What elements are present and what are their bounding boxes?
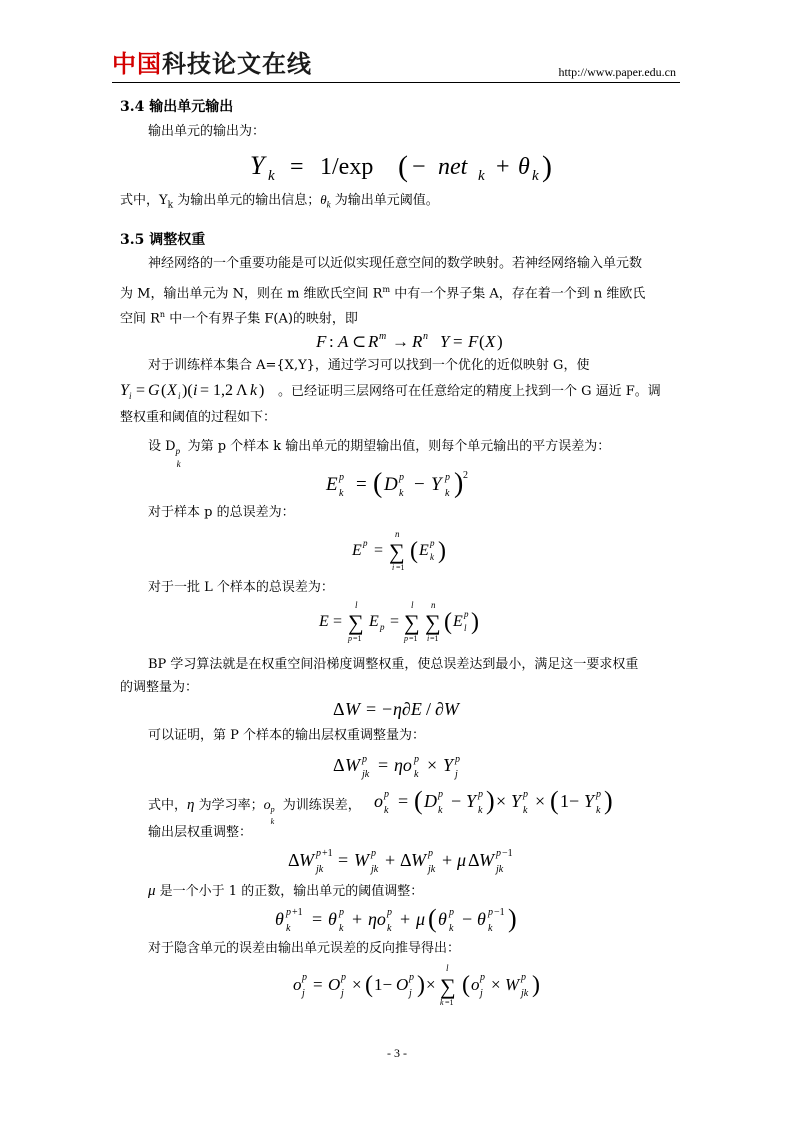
svg-text:i: i xyxy=(392,563,395,572)
svg-text:θ: θ xyxy=(438,909,447,929)
logo-red-text: 中国 xyxy=(112,50,162,78)
svg-text:−: − xyxy=(414,474,425,495)
svg-text:+1: +1 xyxy=(292,907,303,918)
svg-text:p: p xyxy=(380,622,385,632)
svg-text:p: p xyxy=(428,848,433,859)
svg-text:j: j xyxy=(409,988,412,999)
svg-text:→: → xyxy=(392,332,409,351)
svg-text:p: p xyxy=(387,907,392,918)
sec34-explanation: 式中，$Y_k$ 为输出单元的输出信息；$\theta_k$ 为输出单元阈值。 xyxy=(120,192,439,211)
svg-text:k: k xyxy=(445,488,450,499)
svg-text:O: O xyxy=(328,975,341,994)
svg-text:m: m xyxy=(379,331,387,342)
svg-text:k: k xyxy=(387,923,392,934)
section-3-5-heading: 3.5 调整权重 xyxy=(120,232,206,248)
svg-text:k: k xyxy=(430,552,434,562)
svg-text:E: E xyxy=(326,474,338,495)
svg-text:o: o xyxy=(471,975,480,994)
svg-text:p: p xyxy=(523,789,528,800)
sec35-p2-line3: 整权重和阈值的过程如下： xyxy=(120,410,277,425)
svg-text:i: i xyxy=(427,634,430,643)
svg-text:μ: μ xyxy=(416,909,426,929)
svg-text:p: p xyxy=(302,972,307,983)
header-rule xyxy=(112,82,680,83)
equation-training-error xyxy=(372,784,632,818)
svg-text:W: W xyxy=(411,850,426,870)
svg-text:k: k xyxy=(478,805,483,816)
svg-text:jk: jk xyxy=(428,864,436,875)
svg-text:p: p xyxy=(339,472,344,483)
equation-delta-w xyxy=(0,697,794,721)
svg-text:l: l xyxy=(355,600,358,610)
svg-text:): ) xyxy=(486,786,495,815)
svg-text:W: W xyxy=(299,850,314,870)
svg-text:=: = xyxy=(390,613,400,630)
svg-text:p: p xyxy=(438,789,443,800)
svg-text:D: D xyxy=(424,791,437,811)
svg-text:(: ( xyxy=(479,332,485,351)
svg-text:k: k xyxy=(440,998,444,1007)
svg-text:E: E xyxy=(369,613,379,630)
svg-text:jk: jk xyxy=(521,988,529,999)
svg-text:i: i xyxy=(178,391,181,401)
svg-text:k: k xyxy=(414,769,419,780)
svg-text:=: = xyxy=(453,332,463,351)
sec35-p5: 对于一批 L 个样本的总误差为： xyxy=(148,580,334,595)
svg-text:p: p xyxy=(409,972,414,983)
svg-text:Δ: Δ xyxy=(288,850,300,870)
svg-text:G: G xyxy=(148,382,160,399)
svg-text:k: k xyxy=(268,168,275,184)
svg-text:p: p xyxy=(371,848,376,859)
sec35-p7: 可以证明，第 P 个样本的输出层权重调整量为： xyxy=(148,728,426,743)
explain-y: 式中，Y xyxy=(120,193,168,208)
svg-text:): ) xyxy=(532,972,540,998)
svg-text:=: = xyxy=(136,382,146,399)
svg-text:k: k xyxy=(339,923,344,934)
svg-text:Y: Y xyxy=(440,332,450,351)
svg-text:p: p xyxy=(414,754,419,765)
svg-text:R: R xyxy=(368,332,379,351)
sec35-p10: μ 是一个小于 1 的正数，输出单元的阈值调整： xyxy=(148,883,424,899)
svg-text:−1: −1 xyxy=(494,907,505,918)
svg-text:−: − xyxy=(382,699,393,719)
sec35-p1-line2: 为 M，输出单元为 N，则在 m 维欧氏空间 $R^m$ 中有一个界子集 A，存在着一个到 n 维欧氏 xyxy=(120,285,646,302)
section-3-4-heading: 3.4 输出单元输出 xyxy=(120,99,234,115)
sec35-p4: 对于样本 p 的总误差为： xyxy=(148,505,295,520)
svg-text:k: k xyxy=(532,168,539,184)
svg-text:p: p xyxy=(316,848,321,859)
svg-text:Y: Y xyxy=(431,474,442,495)
svg-text:=: = xyxy=(290,154,304,180)
svg-text:Y: Y xyxy=(584,791,595,811)
svg-text:j: j xyxy=(480,988,483,999)
svg-text:): ) xyxy=(417,972,425,998)
svg-text:−: − xyxy=(462,909,473,929)
svg-text:i: i xyxy=(193,382,198,399)
svg-text:θ: θ xyxy=(328,909,337,929)
svg-text:∑: ∑ xyxy=(389,539,405,564)
svg-text:=: = xyxy=(313,975,323,994)
svg-text:)(: )( xyxy=(182,382,193,399)
header-url[interactable]: http://www.paper.edu.cn xyxy=(558,65,676,79)
svg-text:ηo: ηo xyxy=(394,755,412,775)
equation-squared-error xyxy=(0,466,794,502)
svg-text:Y: Y xyxy=(250,151,265,180)
explain-k-sub: k xyxy=(167,200,174,211)
svg-text:p: p xyxy=(455,754,460,765)
p1-line3-a: 空间 R xyxy=(120,311,160,327)
p8-a: 式中， xyxy=(148,798,188,813)
svg-text:p: p xyxy=(399,472,404,483)
equation-output-activation xyxy=(0,144,794,184)
svg-text:p: p xyxy=(480,972,485,983)
svg-text:n: n xyxy=(423,331,428,342)
svg-text:W: W xyxy=(354,850,369,870)
svg-text:=1: =1 xyxy=(409,634,418,643)
svg-text:jk: jk xyxy=(496,864,504,875)
svg-text:×: × xyxy=(427,755,438,775)
svg-text:+: + xyxy=(442,850,453,870)
svg-text:k: k xyxy=(478,168,485,184)
sec35-p6-line1: BP 学习算法就是在权重空间沿梯度调整权重，使总误差达到最小，满足这一要求权重 xyxy=(148,657,639,672)
svg-text:jk: jk xyxy=(371,864,379,875)
site-logo xyxy=(112,50,312,78)
svg-text:p: p xyxy=(341,972,346,983)
svg-text:p: p xyxy=(384,789,389,800)
svg-text:l: l xyxy=(464,623,467,633)
svg-text:∑: ∑ xyxy=(404,610,420,635)
svg-text:1−: 1− xyxy=(560,791,580,811)
sec34-intro: 输出单元的输出为： xyxy=(148,124,266,139)
svg-text:): ) xyxy=(454,468,464,499)
svg-text:A: A xyxy=(338,332,349,351)
svg-text:θ: θ xyxy=(477,909,486,929)
svg-text:k: k xyxy=(449,923,454,934)
svg-text:X: X xyxy=(485,332,496,351)
p8-b: 为学习率； xyxy=(198,798,264,813)
svg-text:(: ( xyxy=(550,786,559,815)
svg-text:i: i xyxy=(129,391,132,401)
svg-text:+: + xyxy=(352,909,363,929)
svg-text:k: k xyxy=(339,488,344,499)
svg-text:W: W xyxy=(345,755,360,775)
svg-text:): ) xyxy=(471,609,479,635)
svg-text:1−: 1− xyxy=(374,975,393,994)
svg-text:): ) xyxy=(497,332,503,351)
svg-text:∂W: ∂W xyxy=(435,699,459,719)
svg-text:): ) xyxy=(508,904,517,933)
svg-text:=1: =1 xyxy=(396,563,405,572)
equation-yi-gxi xyxy=(118,379,278,401)
svg-text:Y: Y xyxy=(443,755,454,775)
logo-black-text: 科技论文在线 xyxy=(162,50,312,78)
svg-text:O: O xyxy=(396,975,409,994)
equation-total-error-batch xyxy=(0,598,794,646)
svg-text:n: n xyxy=(395,529,400,539)
svg-text:∑: ∑ xyxy=(425,610,441,635)
svg-text:−: − xyxy=(451,791,462,811)
explain-output-info: 为输出单元的输出信息； xyxy=(177,193,321,208)
svg-text:(: ( xyxy=(410,538,418,564)
svg-text:k: k xyxy=(286,923,291,934)
svg-text:⊂: ⊂ xyxy=(352,332,367,351)
svg-text:p: p xyxy=(348,634,352,643)
svg-text:jk: jk xyxy=(362,769,370,780)
sec35-p2-line1: 对于训练样本集合 A={X,Y}，通过学习可以找到一个优化的近似映射 G，使 xyxy=(148,358,590,373)
svg-text:(: ( xyxy=(161,382,167,399)
svg-text:Δ: Δ xyxy=(468,850,480,870)
svg-text:): ) xyxy=(604,786,613,815)
svg-text:k: k xyxy=(399,488,404,499)
svg-text:j: j xyxy=(302,988,305,999)
equation-mapping xyxy=(0,328,794,354)
svg-text:p: p xyxy=(478,789,483,800)
svg-text:l: l xyxy=(411,600,414,610)
svg-text:×: × xyxy=(426,975,436,994)
svg-text:/: / xyxy=(426,699,432,719)
svg-text:j: j xyxy=(341,988,344,999)
svg-text:(: ( xyxy=(365,972,373,998)
svg-text:∑: ∑ xyxy=(440,974,456,999)
page-number: - 3 - xyxy=(387,1046,407,1060)
svg-text:p: p xyxy=(449,907,454,918)
sec35-p1-line1: 神经网络的一个重要功能是可以近似实现任意空间的数学映射。若神经网络输入单元数 xyxy=(148,256,643,271)
svg-text:θ: θ xyxy=(518,154,530,180)
equation-total-error-p xyxy=(0,528,794,574)
svg-text:=: = xyxy=(312,909,323,929)
p1-line3-b: 中一个有界子集 F(A)的映射，即 xyxy=(169,311,358,327)
svg-text:Δ: Δ xyxy=(333,755,345,775)
svg-text:1/exp: 1/exp xyxy=(320,154,374,180)
sec35-p1-line3: 空间 $R^n$ 中一个有界子集 F(A)的映射，即 xyxy=(120,310,358,327)
svg-text:W: W xyxy=(479,850,494,870)
p3-rest: 为第 p 个样本 k 输出单元的期望输出值，则每个单元输出的平方误差为： xyxy=(187,439,611,454)
svg-text:p: p xyxy=(464,609,469,619)
svg-text:F: F xyxy=(316,332,327,351)
svg-text:Y: Y xyxy=(511,791,522,811)
svg-text:k: k xyxy=(523,805,528,816)
svg-text:o: o xyxy=(293,975,302,994)
svg-text:E: E xyxy=(319,613,329,630)
svg-text:p: p xyxy=(496,848,501,859)
svg-text:k: k xyxy=(384,805,389,816)
svg-text:=: = xyxy=(374,542,384,559)
svg-text:jk: jk xyxy=(316,864,324,875)
svg-text:(: ( xyxy=(462,972,470,998)
svg-text:n: n xyxy=(431,600,436,610)
svg-text:μ: μ xyxy=(457,850,467,870)
equation-output-weight-delta xyxy=(0,750,794,782)
svg-text:j: j xyxy=(455,769,458,780)
svg-text:+: + xyxy=(496,154,510,180)
p1-line2-b: 中有一个界子集 A，存在着一个到 n 维欧氏 xyxy=(394,286,646,302)
svg-text:(: ( xyxy=(373,468,383,499)
svg-text:p: p xyxy=(430,538,435,548)
svg-text:k: k xyxy=(250,382,258,399)
svg-text:p: p xyxy=(339,907,344,918)
svg-text:p: p xyxy=(521,972,526,983)
svg-text:E: E xyxy=(419,542,429,559)
svg-text:p: p xyxy=(362,754,367,765)
svg-text:net: net xyxy=(438,154,468,180)
svg-text:=1: =1 xyxy=(430,634,439,643)
svg-text:−: − xyxy=(412,154,426,180)
svg-text:=: = xyxy=(333,613,343,630)
svg-text:k: k xyxy=(596,805,601,816)
svg-text:(: ( xyxy=(398,150,408,183)
svg-text:D: D xyxy=(384,474,398,495)
explain-threshold: 为输出单元阈值。 xyxy=(334,193,439,208)
svg-text:Δ: Δ xyxy=(333,699,345,719)
svg-text:F: F xyxy=(468,332,479,351)
svg-text:p: p xyxy=(445,472,450,483)
svg-text:p: p xyxy=(596,789,601,800)
svg-text:=: = xyxy=(398,791,409,811)
sec35-p9: 输出层权重调整： xyxy=(148,825,253,840)
svg-text:k: k xyxy=(488,923,493,934)
svg-text:+1: +1 xyxy=(322,848,333,859)
svg-text:p: p xyxy=(488,907,493,918)
svg-text:p: p xyxy=(363,538,368,548)
equation-hidden-error xyxy=(0,960,794,1010)
svg-text:×: × xyxy=(352,975,362,994)
svg-text:ηo: ηo xyxy=(368,909,386,929)
svg-text:E: E xyxy=(453,613,463,630)
sec35-p8: 式中，η 为学习率；o p k 为训练误差， xyxy=(148,797,361,826)
svg-text:=: = xyxy=(356,474,367,495)
svg-text:E: E xyxy=(352,542,362,559)
svg-text:W: W xyxy=(345,699,360,719)
svg-text:Λ: Λ xyxy=(236,382,248,399)
svg-text:−1: −1 xyxy=(502,848,513,859)
svg-text:(: ( xyxy=(428,904,437,933)
svg-text:k: k xyxy=(438,805,443,816)
svg-text:= 1,2: = 1,2 xyxy=(200,382,234,399)
sec35-p3: 设 D p k 为第 p 个样本 k 输出单元的期望输出值，则每个单元输出的平方误差为： xyxy=(148,439,611,469)
equation-threshold-update xyxy=(0,902,794,936)
p1-line2-a: 为 M，输出单元为 N，则在 m 维欧氏空间 R xyxy=(120,286,383,302)
svg-text:W: W xyxy=(505,975,520,994)
svg-text:p: p xyxy=(404,634,408,643)
svg-text:=: = xyxy=(378,755,389,775)
svg-text:Y: Y xyxy=(120,382,129,399)
svg-text:X: X xyxy=(167,382,177,399)
sec35-p6-line2: 的调整量为： xyxy=(120,680,199,695)
svg-text:): ) xyxy=(438,538,446,564)
svg-text:+: + xyxy=(385,850,396,870)
svg-text:Δ: Δ xyxy=(400,850,412,870)
svg-text:R: R xyxy=(412,332,423,351)
p10-text: 是一个小于 1 的正数，输出单元的阈值调整： xyxy=(159,884,424,899)
svg-text:o: o xyxy=(374,791,383,811)
svg-text:): ) xyxy=(259,382,265,399)
svg-text:=1: =1 xyxy=(353,634,362,643)
svg-text:l: l xyxy=(446,963,449,973)
svg-text:=1: =1 xyxy=(445,998,454,1007)
p3-d: 设 D xyxy=(148,439,176,454)
sec35-p11: 对于隐含单元的误差由输出单元误差的反向推导得出： xyxy=(148,941,461,956)
svg-text:∑: ∑ xyxy=(348,610,364,635)
svg-text:η∂E: η∂E xyxy=(393,699,422,719)
svg-text:×: × xyxy=(535,791,546,811)
svg-text:θ: θ xyxy=(275,909,284,929)
svg-text::: : xyxy=(329,332,334,351)
svg-text:+: + xyxy=(400,909,411,929)
svg-text:×: × xyxy=(496,791,507,811)
svg-text:(: ( xyxy=(414,786,423,815)
svg-text:=: = xyxy=(338,850,349,870)
svg-text:p: p xyxy=(286,907,291,918)
sec35-p2-line2: 。已经证明三层网络可在任意给定的精度上找到一个 G 逼近 F。调 xyxy=(278,384,661,399)
svg-text:(: ( xyxy=(444,609,452,635)
equation-weight-update xyxy=(0,843,794,877)
svg-text:×: × xyxy=(491,975,501,994)
svg-text:): ) xyxy=(542,150,552,183)
svg-text:Y: Y xyxy=(466,791,477,811)
svg-text:2: 2 xyxy=(463,470,468,481)
p8-c: 为训练误差， xyxy=(282,798,361,813)
svg-text:=: = xyxy=(366,699,377,719)
